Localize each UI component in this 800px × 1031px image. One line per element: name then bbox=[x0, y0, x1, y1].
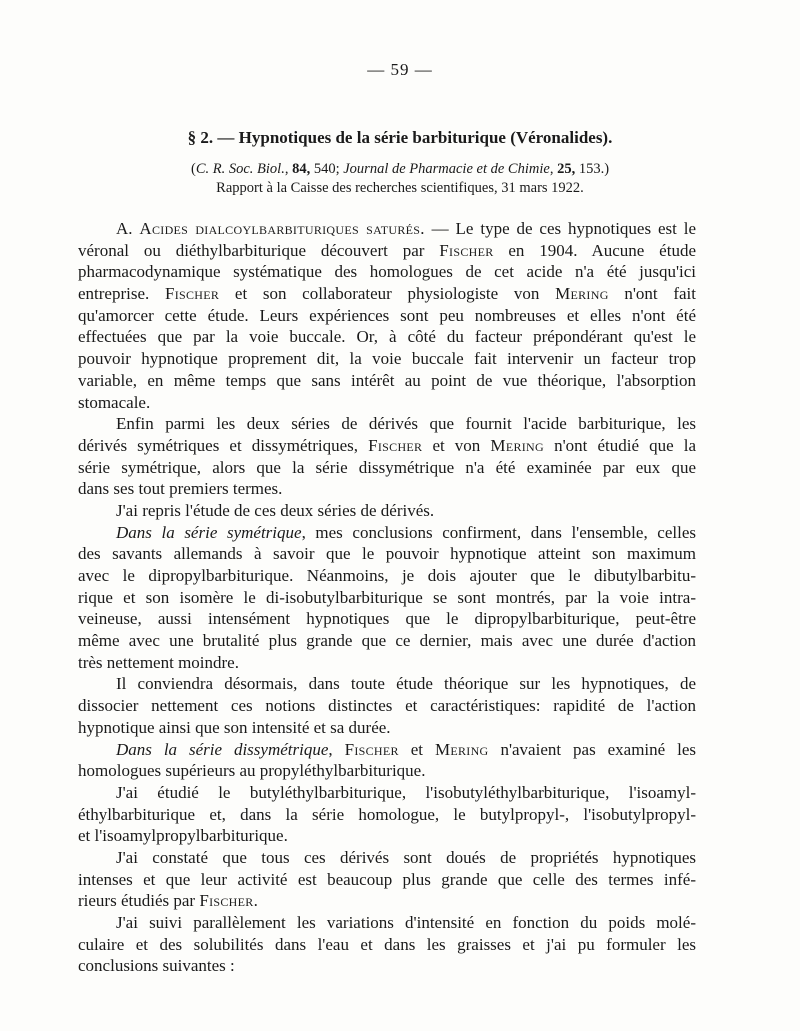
text-line bbox=[78, 760, 696, 782]
text-run: A. bbox=[116, 219, 140, 238]
text-run: Enfin parmi les deux séries de dérivés que fournit l'acide barbiturique, les bbox=[116, 414, 696, 434]
citation-pages-1: 540; bbox=[310, 161, 344, 177]
text-run: série symétrique, alors que la série dissymétrique n'a été examinée par eux que bbox=[78, 457, 696, 477]
author-name: Mering bbox=[555, 284, 609, 304]
text-run: des savants allemands à savoir que le pouvoir hypnotique atteint son maximum bbox=[78, 544, 696, 564]
text-line bbox=[78, 825, 696, 847]
text-line bbox=[78, 457, 696, 479]
citation-block bbox=[175, 160, 625, 198]
text-line bbox=[78, 522, 696, 544]
text-run: très nettement moindre. bbox=[78, 652, 239, 672]
text-run: avec le dipropylbarbiturique. Néanmoins, je dois ajouter que le dibutylbarbitu- bbox=[78, 566, 696, 585]
text-run: effectuées que par la voie buccale. Or, à côté du facteur prépondérant qu'est le bbox=[78, 327, 696, 347]
text-run: dérivés symétriques et dissymétriques, bbox=[78, 435, 369, 455]
text-run: rieurs étudiés par bbox=[78, 891, 200, 911]
text-line bbox=[78, 543, 696, 565]
text-line bbox=[78, 739, 696, 761]
text-run: rique et son isomère le di-isobutylbarbiturique se sont montrés, par la voie intra- bbox=[78, 587, 696, 607]
author-name: Mering bbox=[490, 435, 544, 455]
text-line bbox=[78, 587, 696, 609]
text-line bbox=[78, 955, 696, 977]
author-name: Fischer bbox=[368, 435, 423, 455]
paragraph bbox=[78, 739, 696, 782]
text-line bbox=[78, 261, 696, 283]
text-run: en 1904. Aucune étude bbox=[493, 240, 697, 260]
page-number: — 59 — bbox=[367, 60, 433, 79]
text-run: et l'isoamylpropylbarbiturique. bbox=[78, 826, 288, 846]
text-line bbox=[78, 240, 696, 262]
text-run: homologues supérieurs au propyléthylbarbiturique. bbox=[78, 761, 426, 781]
paragraph bbox=[78, 218, 696, 413]
text-run: . bbox=[253, 891, 258, 911]
text-line bbox=[78, 565, 696, 587]
text-line bbox=[78, 370, 696, 392]
text-run: J'ai repris l'étude de ces deux séries de dérivés. bbox=[116, 500, 435, 520]
text-line bbox=[78, 392, 696, 414]
text-line bbox=[78, 218, 696, 240]
text-line bbox=[78, 652, 696, 674]
paragraph bbox=[78, 413, 696, 500]
text-line bbox=[78, 435, 696, 457]
author-name: Acides dialcoylbarbituriques saturés. bbox=[139, 219, 425, 238]
text-line bbox=[78, 283, 696, 305]
citation-open: ( bbox=[190, 161, 196, 177]
text-line bbox=[78, 695, 696, 717]
text-run: , mes conclusions confirment, dans l'ensemble, celles bbox=[301, 522, 696, 542]
text-run: entreprise. bbox=[78, 284, 165, 304]
text-run: intenses et que leur activité est beaucoup plus grande que celle des termes infé- bbox=[78, 869, 696, 889]
text-run: J'ai constaté que tous ces dérivés sont doués de propriétés hypnotiques bbox=[116, 847, 696, 867]
author-name: Fischer bbox=[344, 739, 399, 759]
citation-reference bbox=[175, 160, 625, 179]
italic-phrase: Dans la série symétrique bbox=[116, 522, 302, 542]
text-line bbox=[78, 500, 696, 522]
author-name: Fischer bbox=[199, 891, 254, 911]
text-run: veineuse, aussi intensément hypnotiques que le dipropylbarbiturique, peut-être bbox=[78, 609, 696, 629]
text-run: pouvoir hypnotique proprement dit, la voie buccale fait intervenir un facteur trop bbox=[78, 349, 696, 369]
text-line bbox=[78, 934, 696, 956]
text-run: dissocier nettement ces notions distinctes et caractéristiques: rapidité de l'action bbox=[78, 696, 696, 716]
text-run: culaire et des solubilités dans l'eau et dans les graisses et j'ai pu formuler les bbox=[78, 934, 696, 954]
text-run: et bbox=[398, 739, 435, 759]
text-run: n'ont étudié que la bbox=[543, 435, 696, 455]
text-run: pharmacodynamique systématique des homologues de cet acide n'a été jusqu'ici bbox=[78, 262, 696, 282]
text-run: n'avaient pas examiné les bbox=[488, 739, 697, 759]
text-run: et von bbox=[422, 435, 491, 455]
text-run: n'ont fait bbox=[608, 284, 696, 304]
text-line bbox=[78, 912, 696, 934]
paragraph bbox=[78, 847, 696, 912]
text-line bbox=[78, 608, 696, 630]
text-line bbox=[78, 326, 696, 348]
paragraph bbox=[78, 673, 696, 738]
text-line bbox=[78, 413, 696, 435]
text-line bbox=[78, 869, 696, 891]
citation-volume-1: 84, bbox=[292, 161, 311, 177]
citation-sep-1: , bbox=[284, 161, 293, 177]
citation-sep-2: , bbox=[549, 161, 558, 177]
citation-journal-2: Journal de Pharmacie et de Chimie bbox=[343, 161, 550, 177]
text-run: stomacale. bbox=[78, 392, 151, 412]
text-run: éthylbarbiturique et, dans la série homologue, le butylpropyl-, l'isobutylpropyl- bbox=[78, 804, 696, 824]
text-run: conclusions suivantes : bbox=[78, 956, 235, 976]
paragraph bbox=[78, 912, 696, 977]
text-line bbox=[78, 305, 696, 327]
text-run: véronal ou diéthylbarbiturique découvert par bbox=[78, 240, 440, 260]
text-line bbox=[78, 847, 696, 869]
text-run: J'ai suivi parallèlement les variations d'intensité en fonction du poids molé- bbox=[116, 913, 696, 932]
text-run: Il conviendra désormais, dans toute étude théorique sur les hypnotiques, de bbox=[116, 674, 696, 694]
text-run: et son collaborateur physiologiste von bbox=[219, 284, 556, 304]
text-line bbox=[78, 890, 696, 912]
paragraph bbox=[78, 500, 696, 522]
text-run: dans ses tout premiers termes. bbox=[78, 479, 283, 499]
paragraph bbox=[78, 782, 696, 847]
text-line bbox=[78, 673, 696, 695]
author-name: Mering bbox=[434, 739, 489, 759]
author-name: Fischer bbox=[164, 284, 220, 304]
text-run: qu'amorcer cette étude. Leurs expériences sont peu nombreuses et elles n'ont été bbox=[78, 305, 696, 325]
text-line bbox=[78, 478, 696, 500]
text-line bbox=[78, 348, 696, 370]
text-run: même avec une brutalité plus grande que ce dernier, mais avec une durée d'action bbox=[78, 631, 696, 651]
paragraph bbox=[78, 522, 696, 674]
text-line bbox=[78, 717, 696, 739]
italic-phrase: Dans la série dissymétrique bbox=[116, 739, 329, 759]
citation-volume-2: 25, bbox=[557, 161, 576, 177]
text-run: variable, en même temps que sans intérêt au point de vue théorique, l'absorption bbox=[78, 370, 696, 390]
text-run: hypnotique ainsi que son intensité et sa durée. bbox=[78, 717, 391, 737]
text-line bbox=[78, 782, 696, 804]
text-line bbox=[78, 630, 696, 652]
text-run: — Le type de ces hypnotiques est le bbox=[424, 219, 696, 238]
author-name: Fischer bbox=[439, 240, 494, 260]
text-run: , bbox=[328, 739, 345, 759]
body-text bbox=[78, 218, 696, 977]
section-title: § 2. — Hypnotiques de la série barbiturique (Véronalides). bbox=[187, 128, 613, 147]
citation-pages-2: 153.) bbox=[575, 161, 610, 177]
citation-journal-1: C. R. Soc. Biol. bbox=[195, 161, 285, 177]
text-line bbox=[78, 804, 696, 826]
text-run: J'ai étudié le butyléthylbarbiturique, l'isobutyléthylbarbiturique, l'isoamyl- bbox=[116, 782, 696, 802]
citation-report: Rapport à la Caisse des recherches scientifiques, 31 mars 1922. bbox=[216, 180, 584, 196]
